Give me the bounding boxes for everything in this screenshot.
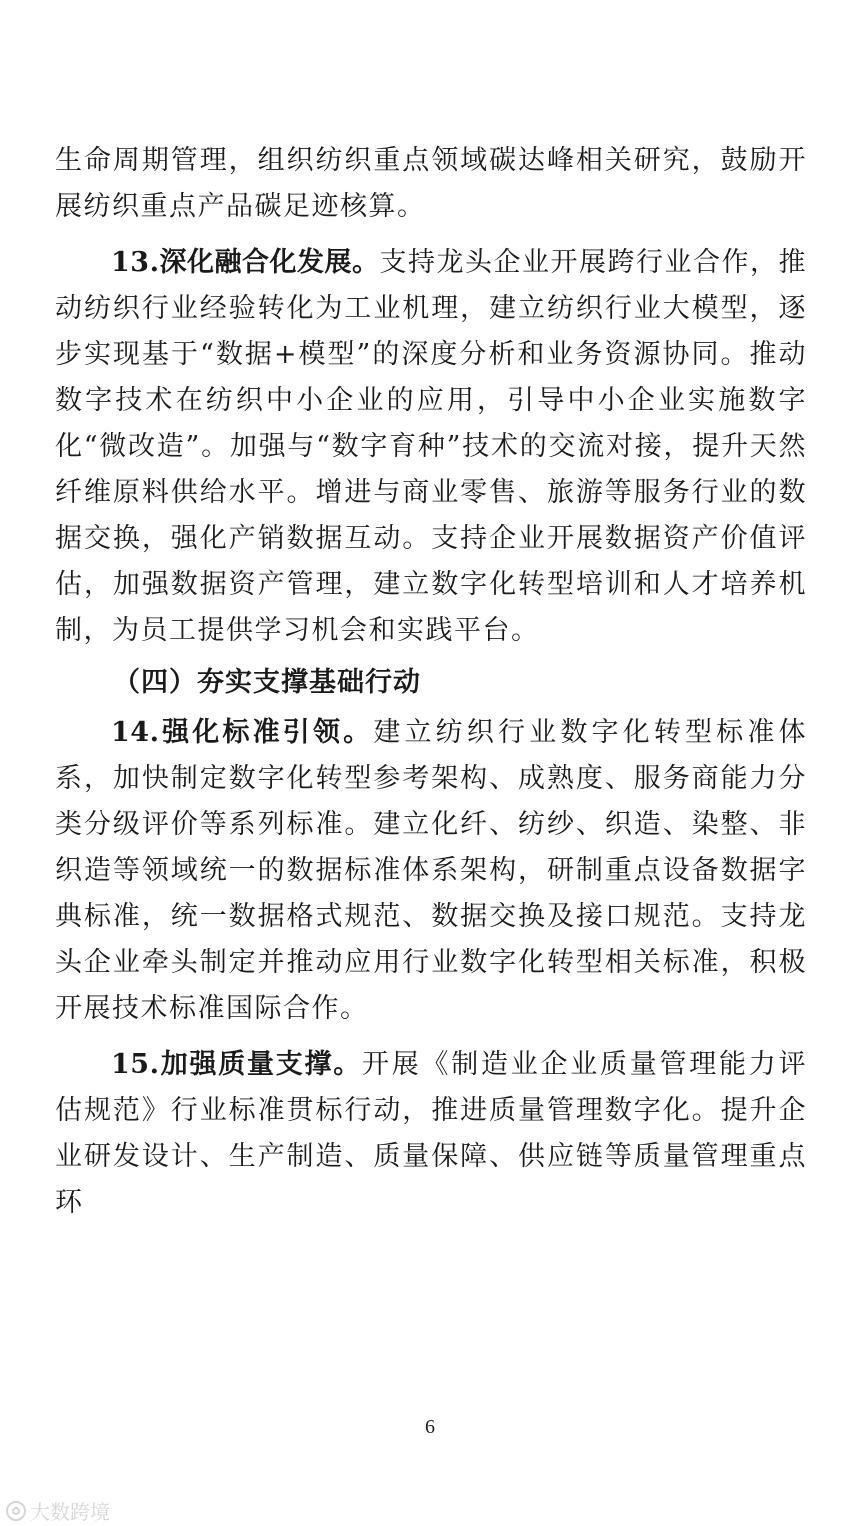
- paragraph-lead: 14.强化标准引领。: [111, 717, 374, 748]
- paragraph-13: [55, 240, 807, 654]
- paragraph-lead: 13.深化融合化发展。: [111, 247, 380, 278]
- paragraph-continuation: [55, 138, 807, 230]
- paragraph-15: [55, 1042, 807, 1226]
- paragraph-14: [55, 710, 807, 1032]
- watermark-text: 大数跨境: [30, 1500, 110, 1524]
- paragraph-text: 建立纺织行业数字化转型标准体系，加快制定数字化转型参考架构、成熟度、服务商能力分类分级评价等系列标准。建立化纤、纺纱、织造、染整、非织造等领域统一的数据标准体系架构，研制重点设备数据字典标准，统一数据格式规范、数据交换及接口规范。支持龙头企业牵头制定并推动应用行业数字化转型相关标准，积极开展技术标准国际合作。: [55, 717, 807, 1024]
- page-number: 6: [425, 1416, 435, 1438]
- paragraph-text: 生命周期管理，组织纺织重点领域碳达峰相关研究，鼓励开展纺织重点产品碳足迹核算。: [55, 145, 807, 222]
- paragraph-lead: 15.加强质量支撑。: [111, 1049, 362, 1080]
- watermark: [6, 1496, 110, 1525]
- document-body: [55, 138, 807, 1226]
- watermark-logo-icon: [6, 1501, 26, 1521]
- section-heading: （四）夯实支撑基础行动: [113, 667, 421, 698]
- paragraph-text: 支持龙头企业开展跨行业合作，推动纺织行业经验转化为工业机理，建立纺织行业大模型，逐步实现基于“数据+模型”的深度分析和业务资源协同。推动数字技术在纺织中小企业的应用，引导中小企业实施数字化“微改造”。加强与“数字育种”技术的交流对接，提升天然纤维原料供给水平。增进与商业零售、旅游等服务行业的数据交换，强化产销数据互动。支持企业开展数据资产价值评估，加强数据资产管理，建立数字化转型培训和人才培养机制，为员工提供学习机会和实践平台。: [55, 247, 807, 646]
- paragraph-text: 开展《制造业企业质量管理能力评估规范》行业标准贯标行动，推进质量管理数字化。提升企业研发设计、生产制造、质量保障、供应链等质量管理重点环: [55, 1049, 807, 1218]
